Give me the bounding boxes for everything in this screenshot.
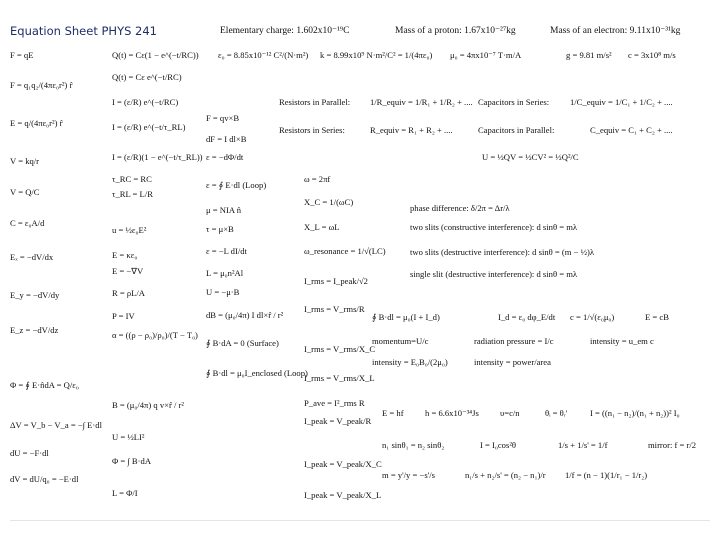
snell-law-eq: n₁ sinθ₁ = n₂ sinθ₂	[382, 440, 445, 450]
spherical-refraction-eq: n₁/s + n₂/s' = (n₂ − n₁)/r	[465, 470, 546, 480]
malus-law-eq: I = I₀cos²θ	[480, 440, 517, 450]
resistors-parallel-eq: 1/R_equiv = 1/R₁ + 1/R₂ + ....	[370, 97, 473, 107]
col2-eq: E = κε₀	[112, 250, 138, 260]
const-elementary-charge: Elementary charge: 1.602x10⁻¹⁹C	[220, 26, 350, 36]
col1-eq: V = Q/C	[10, 187, 40, 197]
col4-eq: P_ave = I²_rms R	[304, 398, 365, 408]
col2-eq: u = ½ε₀E²	[112, 225, 147, 235]
col4-eq: I_rms = V_rms/X_L	[304, 373, 375, 383]
capacitor-energy-eq: U = ½QV = ½CV² = ½Q²/C	[482, 152, 579, 162]
const-gravity: g = 9.81 m/s²	[566, 50, 612, 60]
sheet-title: Equation Sheet PHYS 241	[10, 24, 158, 38]
bottom-divider	[10, 520, 710, 521]
col3-eq: ∮ B·dl = μ₀I_enclosed (Loop)	[206, 368, 308, 378]
capacitors-parallel-label: Capacitors in Parallel:	[478, 125, 555, 135]
momentum-eq: momentum=U/c	[372, 336, 429, 346]
col1-eq: V = kq/r	[10, 156, 40, 166]
col1-eq: C = ε₀A/d	[10, 218, 45, 228]
lensmaker-eq: 1/f = (n − 1)(1/r₁ − 1/r₂)	[565, 470, 648, 480]
const-coulomb-k: k = 8.99x10⁹ N·m²/C² = 1/(4πε₀)	[320, 50, 433, 60]
const-electron-mass: Mass of an electron: 9.11x10⁻³¹kg	[550, 26, 681, 36]
col2-eq: α = ((ρ − ρ₀)/ρ₀)/(T − T₀)	[112, 330, 198, 340]
capacitors-series-label: Capacitors in Series:	[478, 97, 550, 107]
col4-eq: X_C = 1/(ωC)	[304, 197, 354, 207]
const-mu0: μ₀ = 4πx10⁻⁷ T·m/A	[450, 50, 522, 60]
col1-eq: dU = −F·dl	[10, 448, 49, 458]
const-epsilon0: ε₀ = 8.85x10⁻¹² C²/(N·m²)	[218, 50, 309, 60]
col1-eq: ΔV = V_b − V_a = −∫ E·dl	[10, 420, 102, 430]
polarization-eq: I = ((n₁ − n₂)/(n₁ + n₂))² I₀	[590, 408, 680, 418]
planck-constant: h = 6.6x10⁻³⁴Js	[425, 408, 479, 418]
col1-eq: E_y = −dV/dy	[10, 290, 60, 300]
col1-eq: E = q/(4πε₀r²) r̂	[10, 118, 63, 128]
col4-eq: I_peak = V_peak/R	[304, 416, 372, 426]
col4-eq: I_rms = V_rms/X_C	[304, 344, 376, 354]
two-slit-destructive-eq: two slits (destructive interference): d sinθ = (m − ½)λ	[410, 247, 595, 257]
intensity-power-eq: intensity = power/area	[474, 357, 551, 367]
col1-eq: Φ = ∮ E·n̂dA = Q/ε₀	[10, 380, 79, 390]
light-speed-medium-eq: υ=c/n	[500, 408, 520, 418]
intensity-u-eq: intensity = u_em c	[590, 336, 654, 346]
displacement-current-eq: I_d = ε₀ dφ_E/dt	[498, 312, 556, 322]
phase-difference-eq: phase difference: δ/2π = Δr/λ	[410, 203, 510, 213]
col4-eq: I_peak = V_peak/X_C	[304, 459, 382, 469]
resistors-series-label: Resistors in Series:	[279, 125, 345, 135]
thin-lens-eq: 1/s + 1/s' = 1/f	[558, 440, 608, 450]
col3-eq: ∮ B·dA = 0 (Surface)	[206, 338, 279, 348]
col3-eq: dF = I dl×B	[206, 134, 247, 144]
col4-eq: ω = 2πf	[304, 174, 331, 184]
col1-eq: F = q₁q₂/(4πε₀r²) r̂	[10, 80, 73, 90]
col2-eq: B = (μ₀/4π) q v×r̂ / r²	[112, 400, 184, 410]
col1-eq: E_z = −dV/dz	[10, 325, 59, 335]
single-slit-eq: single slit (destructive interference): d sinθ = mλ	[410, 269, 578, 279]
col4-eq: I_peak = V_peak/X_L	[304, 490, 382, 500]
col4-eq: I_rms = V_rms/R	[304, 304, 365, 314]
resistors-parallel-label: Resistors in Parallel:	[279, 97, 351, 107]
col3-eq: τ = μ×B	[206, 224, 234, 234]
col3-eq: F = qv×B	[206, 113, 240, 123]
col4-eq: I_rms = I_peak/√2	[304, 276, 368, 286]
capacitors-parallel-eq: C_equiv = C₁ + C₂ + ....	[590, 125, 673, 135]
const-light-speed: c = 3x10⁸ m/s	[628, 50, 676, 60]
col2-eq: E = −∇V	[112, 266, 144, 276]
resistors-series-eq: R_equiv = R₁ + R₂ + ....	[370, 125, 453, 135]
two-slit-constructive-eq: two slits (constructive interference): d sinθ = mλ	[410, 222, 578, 232]
col3-eq: ε = ∮ E·dl (Loop)	[206, 180, 267, 190]
col2-eq: I = (ε/R) e^(−t/RC)	[112, 97, 179, 107]
col1-eq: Eₓ = −dV/dx	[10, 252, 54, 262]
col3-eq: ε = −L dI/dt	[206, 246, 247, 256]
col4-eq: X_L = ωL	[304, 222, 340, 232]
col3-eq: μ = NIA n̂	[206, 205, 241, 215]
col2-eq: τ_RC = RC	[112, 174, 152, 184]
col2-eq: R = ρL/A	[112, 288, 146, 298]
col3-eq: U = −μ·B	[206, 287, 240, 297]
reflection-eq: θᵢ = θᵣ'	[545, 408, 568, 418]
col2-eq: Q(t) = Cε e^(−t/RC)	[112, 72, 182, 82]
col4-eq: ω_resonance = 1/√(LC)	[304, 246, 386, 256]
col2-eq: P = IV	[112, 311, 135, 321]
const-proton-mass: Mass of a proton: 1.67x10⁻²⁷kg	[395, 26, 516, 36]
ampere-maxwell-eq: ∮ B·dl = μ₀(I + I_d)	[372, 312, 440, 322]
photon-energy-eq: E = hf	[382, 408, 404, 418]
col3-eq: ε = −dΦ/dt	[206, 152, 244, 162]
col3-eq: L = μ₀n²Al	[206, 268, 244, 278]
mirror-focal-eq: mirror: f = r/2	[648, 440, 697, 450]
col2-eq: τ_RL = L/R	[112, 189, 153, 199]
col2-eq: U = ½LI²	[112, 432, 145, 442]
intensity-eb-eq: intensity = E₀B₀/(2μ₀)	[372, 357, 448, 367]
col1-eq: dV = dU/q₀ = −E·dl	[10, 474, 79, 484]
col2-eq: L = Φ/I	[112, 488, 138, 498]
col2-eq: Q(t) = Cε(1 − e^(−t/RC))	[112, 50, 199, 60]
col2-eq: I = (ε/R)(1 − e^(−t/τ_RL))	[112, 152, 203, 162]
light-speed-relation-eq: c = 1/√(ε₀μ₀)	[570, 312, 615, 322]
capacitors-series-eq: 1/C_equiv = 1/C₁ + 1/C₂ + ....	[570, 97, 673, 107]
magnification-eq: m = y'/y = −s'/s	[382, 470, 435, 480]
col3-eq: dB = (μ₀/4π) I dl×r̂ / r²	[206, 310, 284, 320]
col1-eq: F = qE	[10, 50, 34, 60]
e-equals-cb-eq: E = cB	[645, 312, 669, 322]
col2-eq: Φ = ∫ B·dA	[112, 456, 152, 466]
col2-eq: I = (ε/R) e^(−t/τ_RL)	[112, 122, 186, 132]
radiation-pressure-eq: radiation pressure = I/c	[474, 336, 554, 346]
